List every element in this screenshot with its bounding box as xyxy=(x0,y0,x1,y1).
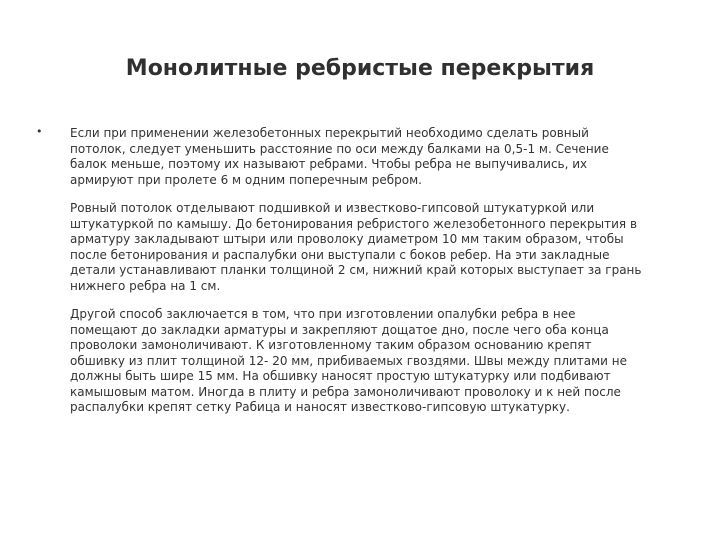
slide-title: Монолитные ребристые перекрытия xyxy=(125,56,595,81)
paragraph-line: помещают до закладки арматуры и закрепляют дощатое дно, после чего оба конца xyxy=(70,322,609,337)
paragraph-line: потолок, следует уменьшить расстояние по оси между балками на 0,5-1 м. Сечение xyxy=(70,141,609,156)
paragraph-line: штукатуркой по камышу. До бетонирования ребристого железобетонного перекрытия в xyxy=(70,216,638,231)
paragraph-line: армируют при пролете 6 м одним поперечным ребром. xyxy=(70,172,422,187)
paragraph-3 xyxy=(70,307,710,416)
paragraph-2 xyxy=(70,201,710,294)
paragraph-line: обшивку из плит толщиной 12- 20 мм, прибиваемых гвоздями. Швы между плитами не xyxy=(70,353,628,368)
slide-body xyxy=(70,126,710,429)
bullet-marker: • xyxy=(36,125,43,138)
paragraph-line: проволоки замоноличивают. К изготовленному таким образом основанию крепят xyxy=(70,338,592,352)
paragraph-line: Если при применении железобетонных перекрытий необходимо сделать ровный xyxy=(70,126,589,140)
paragraph-line: детали устанавливают планки толщиной 2 см, нижний край которых выступает за грань xyxy=(70,263,642,277)
paragraph-line: нижнего ребра на 1 см. xyxy=(70,278,221,293)
paragraph-1 xyxy=(70,126,710,188)
paragraph-line: Другой способ заключается в том, что при изготовлении опалубки ребра в нее xyxy=(70,307,576,321)
paragraph-line: должны быть шире 15 мм. На обшивку наносят простую штукатурку или подбивают xyxy=(70,369,611,383)
paragraph-line: после бетонирования и распалубки они выступали с боков ребер. На эти закладные xyxy=(70,247,610,262)
paragraph-line: камышовым матом. Иногда в плиту и ребра замоноличивают проволоку и к ней после xyxy=(70,384,621,399)
paragraph-line: Ровный потолок отделывают подшивкой и известково-гипсовой штукатуркой или xyxy=(70,201,595,215)
paragraph-line: распалубки крепят сетку Рабица и наносят известково-гипсовую штукатурку. xyxy=(70,400,570,414)
paragraph-line: балок меньше, поэтому их называют ребрами. Чтобы ребра не выпучивались, их xyxy=(70,157,588,171)
paragraph-line: арматуру закладывают штыри или проволоку диаметром 10 мм таким образом, чтобы xyxy=(70,232,624,246)
